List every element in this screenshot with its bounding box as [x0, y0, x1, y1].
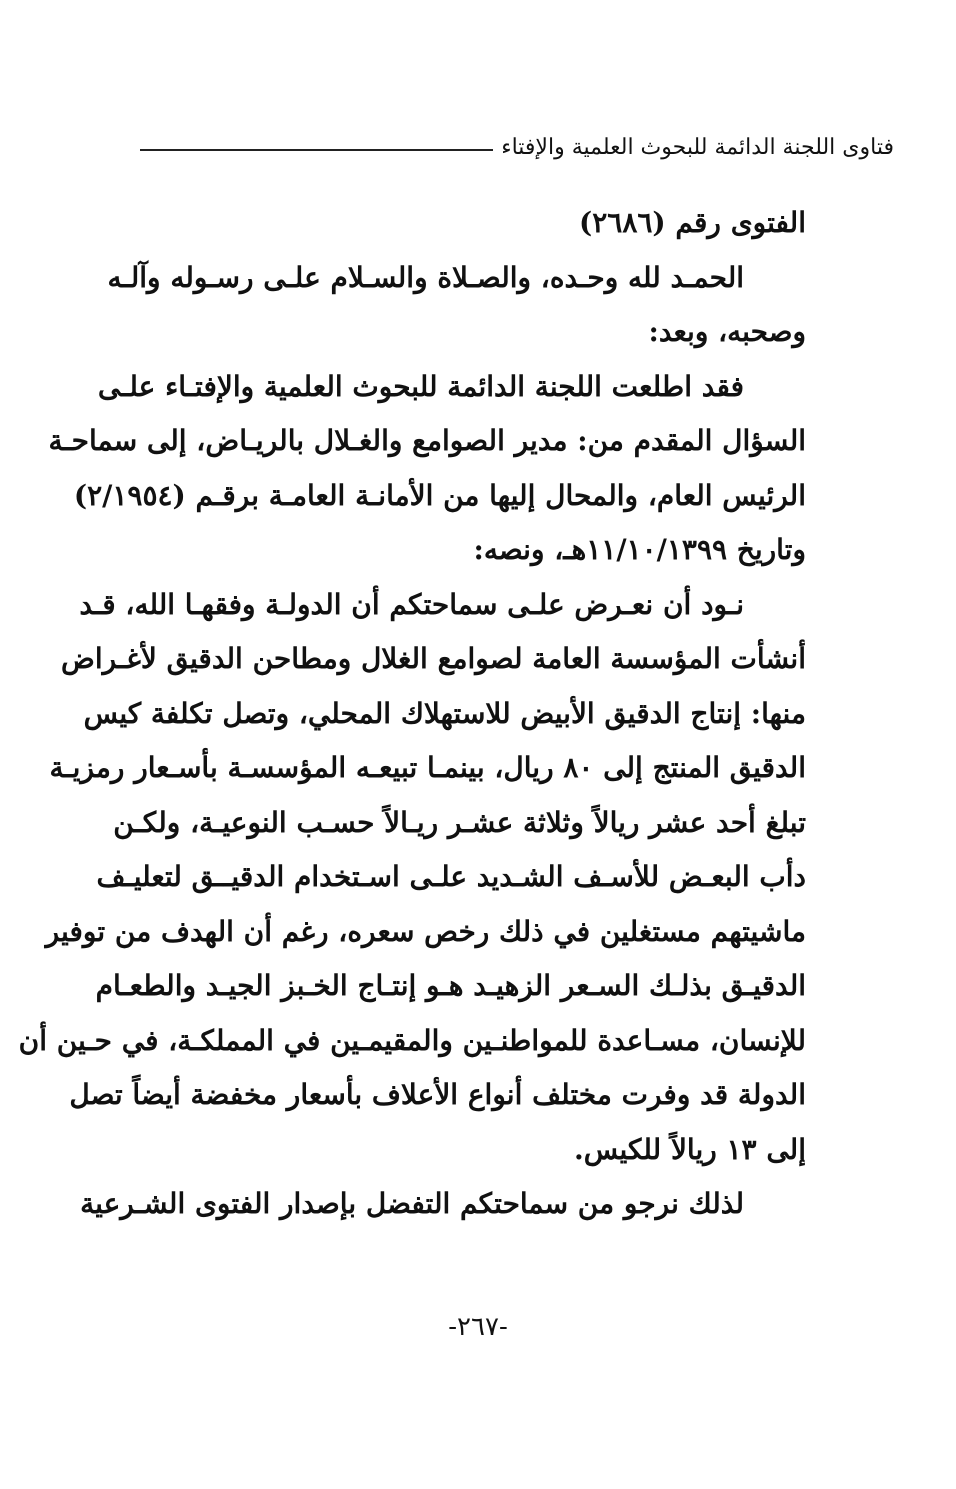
text-line: نـود أن نعـرض علـى سماحتكم أن الدولـة وفقهـا الله، قـد: [79, 587, 744, 621]
text-line: الحمـد لله وحـده، والصـلاة والسـلام علـى رسـوله وآلـه: [107, 260, 744, 294]
text-line: وتاريخ ١١/١٠/١٣٩٩هـ، ونصه:: [473, 533, 806, 566]
text-line: للإنسان، مسـاعدة للمواطنـين والمقيمـين في المملكـة، في حـين أن: [18, 1023, 806, 1057]
text-line: الدقيـق بذلـك السـعر الزهيـد هـو إنتـاج الخـبز الجيـد والطعـام: [95, 969, 806, 1002]
text-line: منها: إنتاج الدقيق الأبيض للاستهلاك المحلي، وتصل تكلفة كيس: [83, 696, 806, 730]
fatwa-number: الفتوى رقم (٢٦٨٦): [579, 206, 806, 239]
text-line: فقد اطلعت اللجنة الدائمة للبحوث العلمية والإفتـاء علـى: [97, 369, 744, 403]
text-line: أنشأت المؤسسة العامة لصوامع الغلال ومطاحن الدقيق لأغـراض: [60, 642, 806, 675]
header-rule: [140, 149, 493, 151]
text-line: إلى ١٣ ريالاً للكيس.: [574, 1132, 806, 1166]
header-title: فتاوى اللجنة الدائمة للبحوث العلمية والإفتاء: [501, 135, 894, 160]
page-number: -٢٦٧-: [448, 1312, 508, 1342]
body-text: [18, 196, 806, 1232]
running-header: [140, 128, 894, 168]
text-line: ماشيتهم مستغلين في ذلك رخص سعره، رغم أن الهدف من توفير: [45, 914, 806, 948]
text-line: تبلغ أحد عشر ريالاً وثلاثة عشـر ريـالاً حسـب النوعيـة، ولكـن: [113, 805, 806, 839]
text-line: السؤال المقدم من: مدير الصوامع والغـلال بالريـاض، إلى سماحـة: [48, 424, 806, 457]
text-line: لذلك نرجو من سماحتكم التفضل بإصدار الفتوى الشـرعية: [80, 1187, 744, 1220]
text-line: الدولة قد وفرت مختلف أنواع الأعلاف بأسعار مخفضة أيضاً تصل: [69, 1078, 806, 1111]
text-line: الدقيق المنتج إلى ٨٠ ريال، بينمـا تبيعـه المؤسسـة بأسـعار رمزيـة: [49, 751, 806, 784]
text-line: دأب البعـض للأسـف الشـديد علـى اسـتخدام الدقيــق لتعليـف: [96, 860, 806, 893]
text-line: الرئيس العام، والمحال إليها من الأمانـة العامـة برقـم (٢/١٩٥٤): [73, 478, 806, 512]
text-line: وصحبه، وبعد:: [648, 315, 806, 348]
